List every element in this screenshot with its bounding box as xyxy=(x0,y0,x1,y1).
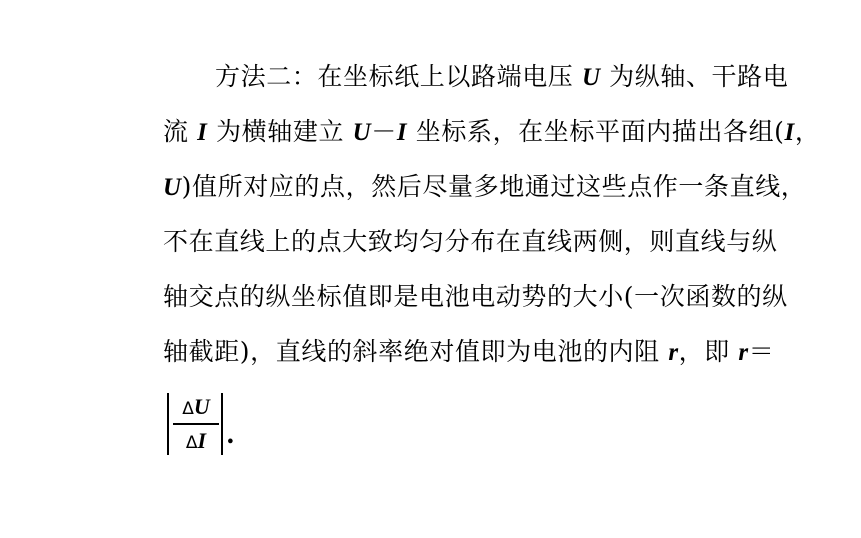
absolute-value-left-bar xyxy=(167,393,169,455)
text-segment: ，即 xyxy=(678,337,739,366)
variable-i: I xyxy=(784,119,795,146)
variable-u: U xyxy=(163,174,182,201)
paragraph-line-5: 轴交点的纵坐标值即是电池电动势的大小(一次函数的纵 xyxy=(163,282,788,311)
formula-period: . xyxy=(226,420,235,449)
text-segment: 为横轴建立 xyxy=(207,117,353,146)
delta-symbol: Δ xyxy=(185,433,198,453)
variable-i: I xyxy=(396,119,408,146)
variable-r: r xyxy=(668,339,679,366)
variable-r: r xyxy=(738,339,749,366)
text-segment: 轴截距)，直线的斜率绝对值即为电池的内阻 xyxy=(163,337,669,366)
absolute-value-right-bar xyxy=(221,393,223,455)
variable-u: U xyxy=(193,394,210,419)
paragraph-line-6 xyxy=(163,332,813,387)
text-segment: 坐标系，在坐标平面内描出各组( xyxy=(407,117,785,146)
variable-i: I xyxy=(197,119,208,146)
variable-i: I xyxy=(197,428,207,453)
paragraph-line-2 xyxy=(163,112,821,167)
text-segment: 为纵轴、干路电 xyxy=(600,62,789,91)
text-segment: 方法二：在坐标纸上以路端电压 xyxy=(215,62,582,91)
equals-sign: ＝ xyxy=(748,337,775,366)
method-two-paragraph xyxy=(163,57,821,467)
text-segment: 流 xyxy=(163,117,198,146)
fraction-numerator xyxy=(173,393,219,423)
variable-u: U xyxy=(352,119,372,146)
variable-u: U xyxy=(581,64,601,91)
paragraph-line-3 xyxy=(163,167,813,222)
text-segment: ， xyxy=(794,117,821,146)
fraction-denominator xyxy=(173,427,219,457)
text-segment: )值所对应的点，然后尽量多地通过这些点作一条直线， xyxy=(181,172,807,201)
fraction-bar xyxy=(173,423,219,425)
minus-sign: － xyxy=(371,117,397,146)
paragraph-line-1 xyxy=(163,57,813,112)
delta-symbol: Δ xyxy=(182,399,194,419)
paragraph-line-4: 不在直线上的点大致均匀分布在直线两侧，则直线与纵 xyxy=(163,227,778,256)
slope-formula xyxy=(163,387,813,467)
